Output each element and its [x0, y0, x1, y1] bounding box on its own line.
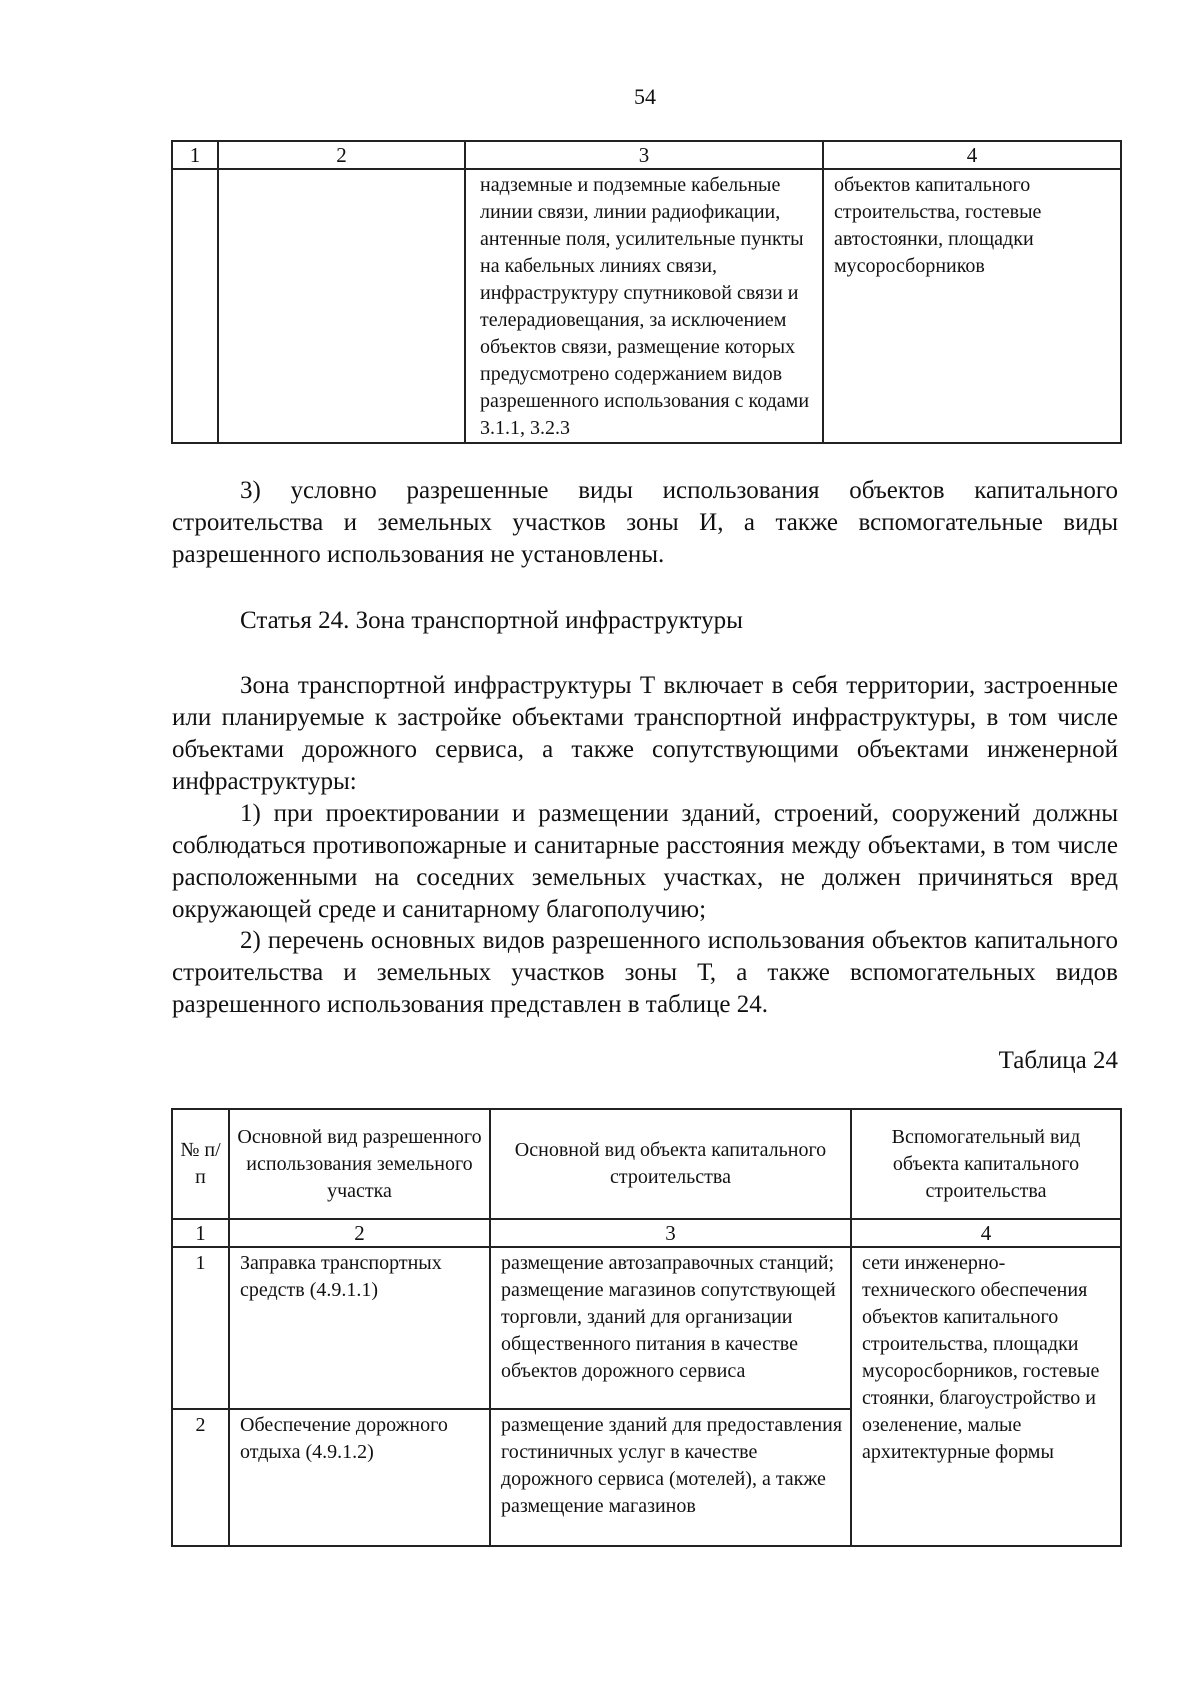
row-land-use: Обеспечение дорожного отдыха (4.9.1.2)	[229, 1409, 490, 1546]
paragraph-item-2: 2) перечень основных видов разрешенного использования объектов капитального строительства и земельных участков зоны Т, а также вспомогательных видов разрешенного использования представлен в таблице 24.	[172, 927, 1118, 1018]
page-number: 54	[634, 84, 656, 109]
header-land-use: Основной вид разрешенного использования земельного участка	[229, 1109, 490, 1219]
table-row	[172, 169, 1121, 443]
row-main-object: размещение зданий для предоставления гостиничных услуг в качестве дорожного сервиса (мотелей), а также размещение магазинов	[490, 1409, 851, 1546]
cell-land-use	[218, 169, 465, 443]
header-main-object: Основной вид объекта капитального строительства	[490, 1109, 851, 1219]
cell-auxiliary-objects: объектов капитального строительства, гостевые автостоянки, площадки мусоросборников	[823, 169, 1121, 443]
continuation-table	[171, 140, 1122, 444]
column-number: 1	[172, 1219, 229, 1247]
table-row	[172, 1247, 1121, 1409]
header-number: № п/п	[172, 1109, 229, 1219]
cell-object-description: надземные и подземные кабельные линии связи, линии радиофикации, антенные поля, усилительные пункты на кабельных линиях связи, инфраструктуру спутниковой связи и телерадиовещания, за исключением объектов связи, размещение которых предусмотрено содержанием видов разрешенного использования с кодами 3.1.1, 3.2.3	[465, 169, 823, 443]
column-number-row	[172, 141, 1121, 169]
row-main-object: размещение автозаправочных станций; размещение магазинов сопутствующей торговли, зданий для организации общественного питания в качестве объектов дорожного сервиса	[490, 1247, 851, 1409]
table-label: Таблица 24	[998, 1047, 1118, 1074]
article-heading: Статья 24. Зона транспортной инфраструктуры	[240, 607, 743, 634]
table-header-row	[172, 1109, 1121, 1219]
row-number: 1	[172, 1247, 229, 1409]
column-number: 3	[490, 1219, 851, 1247]
cell-number	[172, 169, 218, 443]
paragraph-zone-description: Зона транспортной инфраструктуры Т включает в себя территории, застроенные или планируемые к застройке объектами транспортной инфраструктуры, в том числе объектами дорожного сервиса, а также сопутствующими объектами инженерной инфраструктуры:	[172, 672, 1118, 795]
table-24	[171, 1108, 1122, 1547]
column-number: 2	[218, 141, 465, 169]
row-land-use: Заправка транспортных средств (4.9.1.1)	[229, 1247, 490, 1409]
column-number: 3	[465, 141, 823, 169]
column-number: 4	[851, 1219, 1121, 1247]
column-number: 4	[823, 141, 1121, 169]
row-auxiliary-object: сети инженерно-технического обеспечения объектов капитального строительства, площадки мусоросборников, гостевые стоянки, благоустройство и озеленение, малые архитектурные формы	[851, 1247, 1121, 1546]
column-number-row	[172, 1219, 1121, 1247]
paragraph-conditional-uses: 3) условно разрешенные виды использования объектов капитального строительства и земельных участков зоны И, а также вспомогательные виды разрешенного использования не установлены.	[172, 477, 1118, 568]
header-auxiliary-object: Вспомогательный вид объекта капитального строительства	[851, 1109, 1121, 1219]
column-number: 2	[229, 1219, 490, 1247]
row-number: 2	[172, 1409, 229, 1546]
paragraph-item-1: 1) при проектировании и размещении зданий, строений, сооружений должны соблюдаться противопожарные и санитарные расстояния между объектами, в том числе расположенными на соседних земельных участках, не должен причиняться вред окружающей среде и санитарному благополучию;	[172, 800, 1118, 923]
column-number: 1	[172, 141, 218, 169]
